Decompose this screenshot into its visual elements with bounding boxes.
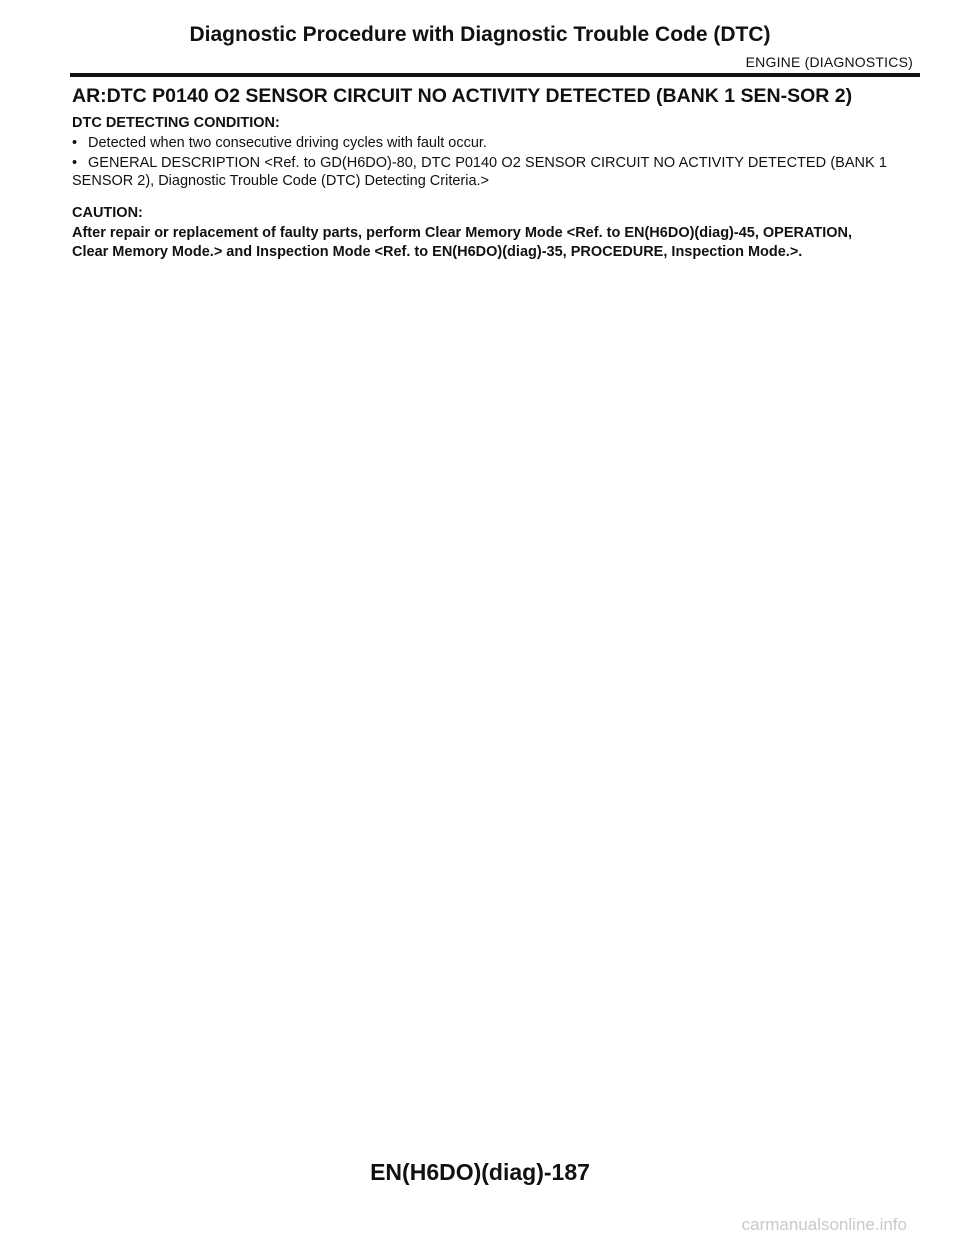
page-number: EN(H6DO)(diag)-187	[370, 1159, 590, 1185]
list-item-text: Detected when two consecutive driving cycles with fault occur.	[88, 135, 487, 151]
caution-label: CAUTION:	[72, 205, 143, 221]
condition-label: DTC DETECTING CONDITION:	[72, 115, 280, 131]
list-item	[72, 154, 887, 190]
main-content	[72, 85, 887, 262]
bullet-icon: •	[72, 135, 78, 151]
caution-text: After repair or replacement of faulty parts, perform Clear Memory Mode <Ref. to EN(H6DO)(diag)-45, OPERATION, Clear Memory Mode.> and Inspection Mode <Ref. to EN(H6DO)(diag)-35, PROCEDURE, Inspection Mode.>.	[72, 225, 853, 260]
watermark: carmanualsonline.info	[741, 1215, 907, 1234]
list-item-text: GENERAL DESCRIPTION <Ref. to GD(H6DO)-80, DTC P0140 O2 SENSOR CIRCUIT NO ACTIVITY DETECTED (BANK 1 SENSOR 2), Diagnostic Trouble Code (DTC) Detecting Criteria.>	[72, 155, 887, 189]
page-title: Diagnostic Procedure with Diagnostic Trouble Code (DTC)	[189, 23, 771, 46]
bullet-icon: •	[72, 155, 78, 171]
header-divider	[70, 73, 920, 77]
list-item	[72, 134, 887, 152]
section-name: ENGINE (DIAGNOSTICS)	[745, 54, 913, 70]
section-heading: AR:DTC P0140 O2 SENSOR CIRCUIT NO ACTIVITY DETECTED (BANK 1 SEN-SOR 2)	[72, 85, 853, 107]
